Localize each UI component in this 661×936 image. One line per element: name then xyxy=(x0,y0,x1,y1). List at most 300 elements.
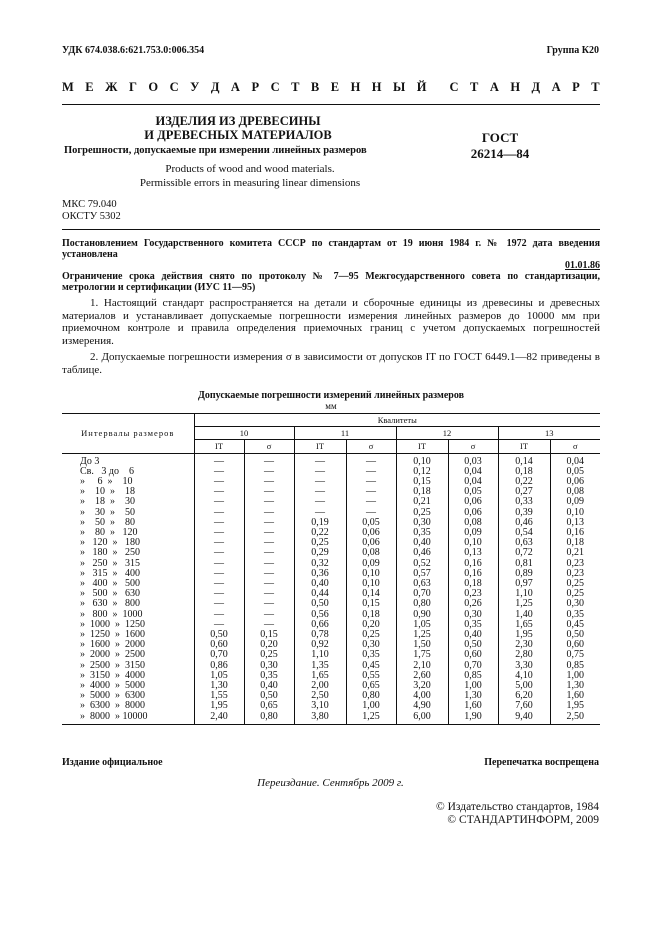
value-cell: 0,04 xyxy=(550,453,600,467)
title-line-1: ИЗДЕЛИЯ ИЗ ДРЕВЕСИНЫ xyxy=(155,114,321,128)
value-cell: 0,05 xyxy=(346,518,396,528)
value-cell: — xyxy=(294,467,346,477)
value-cell: 0,80 xyxy=(396,599,448,609)
sigma-header: σ xyxy=(448,440,498,453)
value-cell: 0,30 xyxy=(550,599,600,609)
table-unit: мм xyxy=(325,401,337,411)
value-cell: 0,16 xyxy=(550,528,600,538)
value-cell: — xyxy=(294,497,346,507)
value-cell: 0,56 xyxy=(294,610,346,620)
size-interval-cell: » 2000 » 2500 xyxy=(80,649,145,661)
copyright-1984: © Издательство стандартов, 1984 xyxy=(435,801,599,813)
heading-letter: Р xyxy=(572,80,580,94)
value-cell: — xyxy=(194,508,244,518)
heading-letter: У xyxy=(190,80,200,94)
value-cell: 1,90 xyxy=(448,712,498,725)
value-cell: 0,85 xyxy=(448,671,498,681)
size-interval-cell: » 400 » 500 xyxy=(80,578,140,590)
value-cell: 0,18 xyxy=(550,538,600,548)
sigma-header: σ xyxy=(244,440,294,453)
size-interval-cell: » 80 » 120 xyxy=(80,527,138,539)
sigma-header: σ xyxy=(550,440,600,453)
value-cell: 1,00 xyxy=(346,701,396,711)
value-cell: 1,60 xyxy=(448,701,498,711)
value-cell: — xyxy=(194,610,244,620)
value-cell: 0,06 xyxy=(448,497,498,507)
table-caption: Допускаемые погрешности измерений линейных размеров xyxy=(198,390,464,401)
value-cell: 0,08 xyxy=(448,518,498,528)
qualitets-header: Квалитеты xyxy=(194,414,600,427)
value-cell: 0,89 xyxy=(498,569,550,579)
value-cell: — xyxy=(346,497,396,507)
value-cell: 0,70 xyxy=(448,661,498,671)
size-interval-cell: Св. 3 до 6 xyxy=(80,465,134,477)
heading-letter: Т xyxy=(291,80,300,94)
value-cell: — xyxy=(244,487,294,497)
value-cell: 0,72 xyxy=(498,548,550,558)
value-cell: — xyxy=(244,589,294,599)
heading-letter: Т xyxy=(469,80,479,94)
value-cell: 0,04 xyxy=(448,477,498,487)
value-cell: 0,50 xyxy=(244,691,294,701)
value-cell: 1,30 xyxy=(194,681,244,691)
size-interval-cell: » 250 » 315 xyxy=(80,557,140,569)
value-cell: 1,25 xyxy=(498,599,550,609)
value-cell: 0,14 xyxy=(346,589,396,599)
value-cell: — xyxy=(244,569,294,579)
heading-letter: А xyxy=(551,80,561,94)
reissue-note: Переиздание. Сентябрь 2009 г. xyxy=(257,777,404,789)
value-cell: 0,18 xyxy=(346,610,396,620)
value-cell: 1,25 xyxy=(396,630,448,640)
value-cell: 0,23 xyxy=(550,569,600,579)
size-interval-cell: » 1600 » 2000 xyxy=(80,639,145,651)
value-cell: 0,46 xyxy=(498,518,550,528)
value-cell: 1,35 xyxy=(294,661,346,671)
value-cell: 0,50 xyxy=(294,599,346,609)
value-cell: 0,65 xyxy=(346,681,396,691)
value-cell: 0,39 xyxy=(498,508,550,518)
heading-letter: Г xyxy=(128,80,137,94)
english-title-line-1: Products of wood and wood materials. xyxy=(165,163,335,175)
value-cell: 0,04 xyxy=(448,467,498,477)
value-cell: 0,25 xyxy=(550,589,600,599)
value-cell: 0,32 xyxy=(294,559,346,569)
value-cell: 0,06 xyxy=(346,528,396,538)
value-cell: 0,26 xyxy=(448,599,498,609)
value-cell: — xyxy=(194,538,244,548)
heading-letter: А xyxy=(230,80,240,94)
value-cell: 1,00 xyxy=(448,681,498,691)
value-cell: 0,33 xyxy=(498,497,550,507)
value-cell: 0,81 xyxy=(498,559,550,569)
heading-letter: Д xyxy=(210,80,220,94)
value-cell: 0,40 xyxy=(294,579,346,589)
value-cell: — xyxy=(346,453,396,467)
value-cell: — xyxy=(244,467,294,477)
reprint-prohibited-label: Перепечатка воспрещена xyxy=(484,757,599,768)
value-cell: 4,00 xyxy=(396,691,448,701)
value-cell: 0,30 xyxy=(396,518,448,528)
value-cell: 0,70 xyxy=(396,589,448,599)
value-cell: — xyxy=(244,620,294,630)
value-cell: 1,05 xyxy=(194,671,244,681)
value-cell: 3,30 xyxy=(498,661,550,671)
heading-letter: А xyxy=(489,80,499,94)
value-cell: — xyxy=(244,518,294,528)
value-cell: 0,15 xyxy=(346,599,396,609)
value-cell: — xyxy=(244,508,294,518)
document-subtitle: Погрешности, допускаемые при измерении линейных размеров xyxy=(64,145,367,156)
value-cell: 3,80 xyxy=(294,712,346,725)
value-cell: 0,44 xyxy=(294,589,346,599)
heading-letter: Ы xyxy=(393,80,406,94)
value-cell: 0,65 xyxy=(244,701,294,711)
heading-letter: С xyxy=(270,80,280,94)
gost-label: ГОСТ xyxy=(481,130,519,145)
value-cell: 0,22 xyxy=(498,477,550,487)
value-cell: 0,12 xyxy=(396,467,448,477)
copyright-2009: © СТАНДАРТИНФОРМ, 2009 xyxy=(447,814,599,826)
classification-codes xyxy=(62,199,121,223)
heading-letter: Д xyxy=(531,80,541,94)
value-cell: 0,63 xyxy=(396,579,448,589)
value-cell: 0,15 xyxy=(244,630,294,640)
value-cell: 0,18 xyxy=(396,487,448,497)
value-cell: 0,20 xyxy=(346,620,396,630)
value-cell: 0,50 xyxy=(194,630,244,640)
value-cell: 0,05 xyxy=(448,487,498,497)
value-cell: 0,60 xyxy=(448,650,498,660)
value-cell: 0,22 xyxy=(294,528,346,538)
value-cell: 0,70 xyxy=(194,650,244,660)
value-cell: 0,92 xyxy=(294,640,346,650)
value-cell: 6,00 xyxy=(396,712,448,725)
value-cell: 0,18 xyxy=(498,467,550,477)
value-cell: 0,06 xyxy=(550,477,600,487)
value-cell: 0,06 xyxy=(448,508,498,518)
value-cell: 0,03 xyxy=(448,453,498,467)
official-edition-label: Издание официальное xyxy=(62,757,163,768)
heading-letter: Н xyxy=(510,80,521,94)
size-interval-cell: » 1000 » 1250 xyxy=(80,618,145,630)
value-cell: 0,25 xyxy=(396,508,448,518)
value-cell: — xyxy=(194,453,244,467)
value-cell: 0,13 xyxy=(448,548,498,558)
value-cell: 1,75 xyxy=(396,650,448,660)
value-cell: 0,10 xyxy=(346,569,396,579)
value-cell: 0,09 xyxy=(448,528,498,538)
value-cell: 0,09 xyxy=(550,497,600,507)
value-cell: — xyxy=(194,518,244,528)
mks-code: МКС 79.040 xyxy=(62,199,117,210)
value-cell: 1,65 xyxy=(294,671,346,681)
size-interval-cell: » 30 » 50 xyxy=(80,506,135,518)
value-cell: 0,55 xyxy=(346,671,396,681)
value-cell: 0,10 xyxy=(396,453,448,467)
value-cell: — xyxy=(346,467,396,477)
size-interval-cell: До 3 xyxy=(80,455,100,467)
size-interval-cell: » 5000 » 6300 xyxy=(80,690,145,702)
grade-13-header: 13 xyxy=(498,427,600,440)
value-cell: — xyxy=(244,579,294,589)
size-interval-cell: » 2500 » 3150 xyxy=(80,659,145,671)
value-cell: 0,09 xyxy=(346,559,396,569)
value-cell: 0,80 xyxy=(346,691,396,701)
grade-11-header: 11 xyxy=(294,427,396,440)
value-cell: 0,52 xyxy=(396,559,448,569)
heading-letter: Р xyxy=(251,80,260,94)
size-interval-cell: » 6 » 10 xyxy=(80,476,133,488)
value-cell: 1,05 xyxy=(396,620,448,630)
value-cell: 1,60 xyxy=(550,691,600,701)
heading-letter: О xyxy=(148,80,159,94)
value-cell: 2,50 xyxy=(294,691,346,701)
errors-table xyxy=(62,413,600,725)
value-cell: 0,35 xyxy=(346,650,396,660)
english-title-line-2: Permissible errors in measuring linear dimensions xyxy=(139,177,361,189)
value-cell: 0,15 xyxy=(396,477,448,487)
size-interval-cell: » 800 » 1000 xyxy=(80,608,143,620)
document-title xyxy=(128,114,348,142)
value-cell: 6,20 xyxy=(498,691,550,701)
size-interval-cell: » 18 » 30 xyxy=(80,496,135,508)
table-row xyxy=(62,712,600,725)
value-cell: 0,06 xyxy=(346,538,396,548)
paragraph-2-text: 2. Допускаемые погрешности измерения σ в зависимости от допусков IT по ГОСТ 6449.1—82 приведены в таблице. xyxy=(62,351,600,376)
value-cell: 0,18 xyxy=(448,579,498,589)
heading-letter: Ж xyxy=(105,80,118,94)
value-cell: 7,60 xyxy=(498,701,550,711)
value-cell: 0,60 xyxy=(550,640,600,650)
value-cell: 0,23 xyxy=(550,559,600,569)
value-cell: — xyxy=(194,487,244,497)
value-cell: 4,90 xyxy=(396,701,448,711)
value-cell: — xyxy=(294,487,346,497)
value-cell: 0,14 xyxy=(498,453,550,467)
paragraph-1 xyxy=(62,297,600,347)
value-cell: 1,55 xyxy=(194,691,244,701)
value-cell: 0,75 xyxy=(550,650,600,660)
grade-12-header: 12 xyxy=(396,427,498,440)
value-cell: 0,30 xyxy=(244,661,294,671)
size-interval-cell: » 50 » 80 xyxy=(80,516,135,528)
value-cell: — xyxy=(194,579,244,589)
value-cell: 0,21 xyxy=(396,497,448,507)
value-cell: 1,30 xyxy=(550,681,600,691)
value-cell: 0,90 xyxy=(396,610,448,620)
value-cell: — xyxy=(244,610,294,620)
value-cell: 1,00 xyxy=(550,671,600,681)
value-cell: 0,25 xyxy=(294,538,346,548)
value-cell: — xyxy=(244,497,294,507)
sigma-header: σ xyxy=(346,440,396,453)
value-cell: 3,10 xyxy=(294,701,346,711)
size-interval-cell: » 630 » 800 xyxy=(80,598,140,610)
heading-letter: В xyxy=(310,80,320,94)
paragraph-1-text: 1. Настоящий стандарт распространяется на детали и сборочные единицы из древесины и древесных материалов и устанавливает допускаемые погрешности измерения линейных размеров до 10000 мм при приемочном контроле и правила определения приемочных границ с учетом допускаемых погрешностей измерения. xyxy=(62,297,600,347)
value-cell: — xyxy=(294,453,346,467)
value-cell: 1,95 xyxy=(550,701,600,711)
value-cell: — xyxy=(194,589,244,599)
value-cell: 0,08 xyxy=(550,487,600,497)
value-cell: 0,13 xyxy=(550,518,600,528)
copyright-block xyxy=(436,801,599,827)
value-cell: 0,27 xyxy=(498,487,550,497)
value-cell: 2,40 xyxy=(194,712,244,725)
size-interval-cell: » 315 » 400 xyxy=(80,567,140,579)
value-cell: 0,20 xyxy=(244,640,294,650)
value-cell: — xyxy=(346,477,396,487)
grade-10-header: 10 xyxy=(194,427,294,440)
value-cell: — xyxy=(244,599,294,609)
heading-letter: Е xyxy=(330,80,340,94)
value-cell: 2,50 xyxy=(550,712,600,725)
paragraph-2 xyxy=(62,351,600,376)
value-cell: 0,10 xyxy=(346,579,396,589)
value-cell: 0,10 xyxy=(550,508,600,518)
value-cell: 0,50 xyxy=(448,640,498,650)
value-cell: 0,16 xyxy=(448,569,498,579)
size-interval-cell: » 4000 » 5000 xyxy=(80,680,145,692)
value-cell: — xyxy=(244,477,294,487)
value-cell: 0,23 xyxy=(448,589,498,599)
decree-sentence: Постановлением Государственного комитета СССР по стандартам от 19 июня 1984 г. № 1972 дата введения установлена xyxy=(62,238,600,260)
value-cell: — xyxy=(194,599,244,609)
value-cell: — xyxy=(194,528,244,538)
size-interval-cell: » 500 » 630 xyxy=(80,588,140,600)
gost-designation xyxy=(462,130,538,162)
value-cell: 1,40 xyxy=(498,610,550,620)
it-header: IT xyxy=(396,440,448,453)
value-cell: 5,00 xyxy=(498,681,550,691)
heading-letter: Е xyxy=(85,80,94,94)
value-cell: 0,40 xyxy=(244,681,294,691)
value-cell: 0,35 xyxy=(550,610,600,620)
size-interval-cell: » 180 » 250 xyxy=(80,547,140,559)
value-cell: 1,95 xyxy=(194,701,244,711)
decree-limit: Ограничение срока действия снято по протоколу № 7—95 Межгосударственного совета по стандартизации, метрологии и сертификации (ИУС 11—95) xyxy=(62,271,600,293)
decree-text xyxy=(62,238,600,260)
value-cell: 0,63 xyxy=(498,538,550,548)
value-cell: — xyxy=(294,508,346,518)
value-cell: — xyxy=(194,569,244,579)
size-interval-cell: » 6300 » 8000 xyxy=(80,700,145,712)
middle-divider xyxy=(62,229,600,230)
size-interval-cell: » 10 » 18 xyxy=(80,486,135,498)
value-cell: — xyxy=(346,487,396,497)
value-cell: 0,40 xyxy=(396,538,448,548)
title-line-2: И ДРЕВЕСНЫХ МАТЕРИАЛОВ xyxy=(144,128,332,142)
value-cell: 0,86 xyxy=(194,661,244,671)
value-cell: 0,36 xyxy=(294,569,346,579)
value-cell: 0,66 xyxy=(294,620,346,630)
english-title xyxy=(90,162,410,190)
size-interval-cell: » 120 » 180 xyxy=(80,537,140,549)
value-cell: — xyxy=(346,508,396,518)
value-cell: 0,25 xyxy=(550,579,600,589)
value-cell: — xyxy=(194,477,244,487)
value-cell: 0,35 xyxy=(448,620,498,630)
heading-letter: Н xyxy=(350,80,361,94)
value-cell: 0,16 xyxy=(448,559,498,569)
value-cell: 0,30 xyxy=(346,640,396,650)
value-cell: 0,30 xyxy=(448,610,498,620)
value-cell: — xyxy=(244,538,294,548)
value-cell: — xyxy=(194,467,244,477)
value-cell: 0,60 xyxy=(194,640,244,650)
value-cell: 0,10 xyxy=(448,538,498,548)
value-cell: 1,30 xyxy=(448,691,498,701)
value-cell: 0,45 xyxy=(550,620,600,630)
decree-block xyxy=(62,238,600,293)
value-cell: 0,80 xyxy=(244,712,294,725)
value-cell: 2,80 xyxy=(498,650,550,660)
value-cell: 0,46 xyxy=(396,548,448,558)
it-header: IT xyxy=(294,440,346,453)
heading-letter: Т xyxy=(591,80,600,94)
value-cell: 1,25 xyxy=(346,712,396,725)
value-cell: — xyxy=(294,477,346,487)
value-cell: — xyxy=(194,620,244,630)
it-header: IT xyxy=(194,440,244,453)
size-interval-cell: » 1250 » 1600 xyxy=(80,629,145,641)
value-cell: 1,10 xyxy=(498,589,550,599)
size-interval-cell: » 3150 » 4000 xyxy=(80,669,145,681)
size-interval-cell: » 8000 » 10000 xyxy=(62,712,194,725)
value-cell: — xyxy=(194,548,244,558)
value-cell: 0,25 xyxy=(244,650,294,660)
value-cell: 1,95 xyxy=(498,630,550,640)
value-cell: — xyxy=(244,559,294,569)
value-cell: — xyxy=(194,497,244,507)
value-cell: 0,21 xyxy=(550,548,600,558)
value-cell: 0,35 xyxy=(244,671,294,681)
value-cell: 0,45 xyxy=(346,661,396,671)
intervals-header: Интервалы размеров xyxy=(62,414,194,454)
group-code: Группа К20 xyxy=(546,45,599,56)
value-cell: 2,30 xyxy=(498,640,550,650)
value-cell: 0,57 xyxy=(396,569,448,579)
value-cell: 0,40 xyxy=(448,630,498,640)
interstate-standard-heading xyxy=(62,80,600,95)
value-cell: 0,78 xyxy=(294,630,346,640)
value-cell: — xyxy=(244,453,294,467)
value-cell: 0,54 xyxy=(498,528,550,538)
value-cell: 0,08 xyxy=(346,548,396,558)
value-cell: 2,60 xyxy=(396,671,448,681)
okstu-code: ОКСТУ 5302 xyxy=(62,211,121,222)
value-cell: 1,10 xyxy=(294,650,346,660)
value-cell: 0,35 xyxy=(396,528,448,538)
value-cell: 4,10 xyxy=(498,671,550,681)
heading-letter: Й xyxy=(416,80,427,94)
value-cell: 9,40 xyxy=(498,712,550,725)
gost-number: 26214—84 xyxy=(470,146,530,161)
table-row xyxy=(62,453,600,467)
introduction-date: 01.01.86 xyxy=(565,260,600,271)
heading-letter: Н xyxy=(371,80,382,94)
value-cell: 0,50 xyxy=(550,630,600,640)
value-cell: 0,85 xyxy=(550,661,600,671)
value-cell: — xyxy=(244,528,294,538)
value-cell: 0,29 xyxy=(294,548,346,558)
value-cell: 2,00 xyxy=(294,681,346,691)
value-cell: 0,97 xyxy=(498,579,550,589)
udk-code: УДК 674.038.6:621.753.0:006.354 xyxy=(62,45,205,56)
value-cell: 1,50 xyxy=(396,640,448,650)
value-cell: — xyxy=(194,559,244,569)
